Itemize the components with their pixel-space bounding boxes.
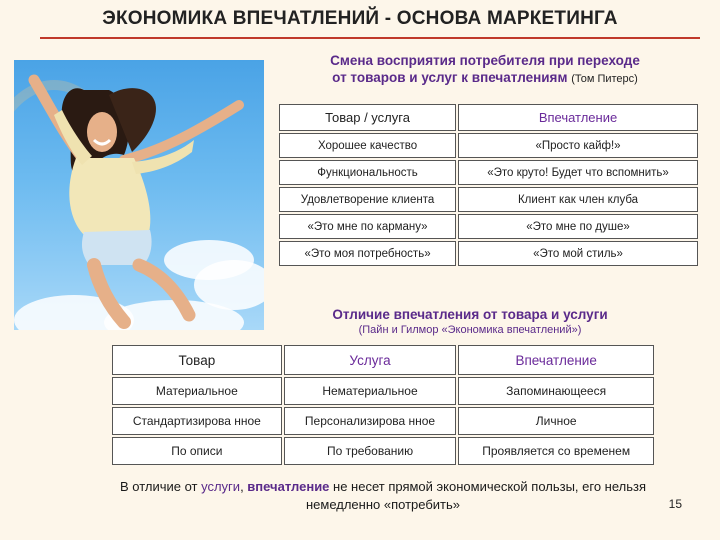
table-header-row [112,345,654,375]
table-cell: Личное [458,407,654,435]
table-cell: «Это мой стиль» [458,241,698,266]
section1-heading [295,52,675,88]
table-cell: Персонализирова нное [284,407,457,435]
table-cell: Проявляется со временем [458,437,654,465]
table-row [279,133,698,158]
section1-heading-line1: Смена восприятия потребителя при переходе [330,53,640,68]
table-cell: Клиент как член клуба [458,187,698,212]
table-cell: Стандартизирова нное [112,407,282,435]
table-row [279,241,698,266]
table-row [279,214,698,239]
column-header-service: Услуга [284,345,457,375]
table-cell: По описи [112,437,282,465]
table-cell: Удовлетворение клиента [279,187,456,212]
title-divider [40,37,700,39]
table-row [112,377,654,405]
note-text: В отличие от [119,479,202,494]
table-cell: Хорошее качество [279,133,456,158]
table-cell: «Это мне по карману» [279,214,456,239]
section2-subheading: (Пайн и Гилмор «Экономика впечатлений») [358,324,582,336]
note-service: услуги [201,479,241,494]
table-cell: «Просто кайф!» [458,133,698,158]
section1-heading-line2 [295,69,675,88]
note-text: не несет прямой экономической пользы, его нельзя немедленно «потребить» [305,479,647,512]
column-header-impression: Впечатление [458,104,698,131]
table-cell: Материальное [112,377,282,405]
table-cell: «Это моя потребность» [279,241,456,266]
table-row [279,187,698,212]
section1-heading-author: (Том Питерс) [571,73,638,85]
table-row [112,407,654,435]
table-row [112,437,654,465]
column-header-goods-service: Товар / услуга [279,104,456,131]
column-header-impression: Впечатление [458,345,654,375]
column-header-goods: Товар [112,345,282,375]
table-cell: «Это мне по душе» [458,214,698,239]
section1-heading-line2-text: от товаров и услуг к впечатлениям [332,70,568,85]
section2-heading: Отличие впечатления от товара и услуги [332,307,608,322]
note-text: , [240,479,248,494]
note-impression: впечатление [247,479,330,494]
table-cell: Функциональность [279,160,456,185]
table-cell: Нематериальное [284,377,457,405]
perception-table [277,102,700,268]
page-number: 15 [668,497,682,511]
jumping-woman-photo [14,60,264,330]
table-cell: Запоминающееся [458,377,654,405]
comparison-table [110,343,656,467]
woman-figure [14,60,264,330]
slide-title: ЭКОНОМИКА ВПЕЧАТЛЕНИЙ - ОСНОВА МАРКЕТИНГА [102,8,618,29]
table-cell: «Это круто! Будет что вспомнить» [458,160,698,185]
table-row [279,160,698,185]
bottom-note [110,478,656,514]
table-cell: По требованию [284,437,457,465]
table-header-row [279,104,698,131]
